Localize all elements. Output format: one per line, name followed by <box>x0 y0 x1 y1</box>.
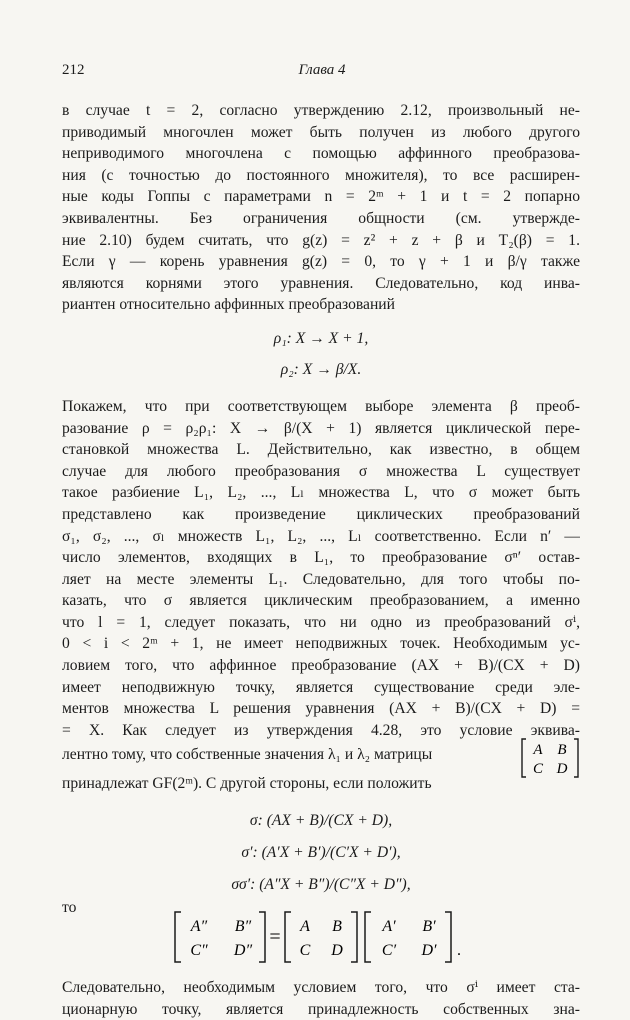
text-line: ные коды Гоппы с параметрами n = 2ᵐ + 1 и t = 2 попарно <box>62 188 580 206</box>
equation-rho2: ρ₂: X → β/X. <box>280 360 362 378</box>
equation-sigma: σ: (AX + B)/(CX + D), <box>249 812 393 830</box>
text-line <box>62 741 580 778</box>
text-line: ционарную точку, является принадлежность собственных зна- <box>62 1000 580 1018</box>
text-line: в случае t = 2, согласно утверждению 2.12, произвольный не- <box>62 102 580 119</box>
text-line: 0 < i < 2ᵐ + 1, не имеет неподвижных точек. Необходимым ус- <box>62 635 580 653</box>
matrix-entry: D″ <box>233 942 253 960</box>
matrix-entry: D <box>556 761 568 778</box>
text-line: Если γ — корень уравнения g(z) = 0, то γ + 1 и β/γ также <box>62 253 580 271</box>
to-label: то <box>62 899 77 917</box>
text-line: σ₁, σ₂, ..., σₗ множеств L₁, L₂, ..., Lₗ соответственно. Если n′ — <box>62 527 580 545</box>
matrix-entry: B″ <box>234 918 252 936</box>
matrix-entry: B <box>332 918 342 936</box>
paragraph-2 <box>62 396 580 795</box>
matrix-entry: B′ <box>422 918 436 936</box>
matrix-sentence: лентно тому, что собственные значения λ₁ и λ₂ матрицы <box>62 746 433 764</box>
page-number: 212 <box>62 62 85 78</box>
matrix-entry: C′ <box>381 942 397 960</box>
paragraph-3 <box>62 977 580 1020</box>
bracket-right <box>259 912 265 962</box>
matrix-entry: C <box>532 761 544 778</box>
text-line: приводимый многочлен может быть получен из любого другого <box>62 123 580 141</box>
text-line: ляет на месте элементы L₁. Следовательно, для того чтобы по- <box>62 570 580 588</box>
text-line: Покажем, что при соответствующем выборе элемента β преоб- <box>62 397 580 415</box>
equation-sigma-prime: σ′: (A′X + B′)/(C′X + D′), <box>241 844 401 862</box>
text-line: такое разбиение L₁, L₂, ..., Lₗ множества L, что σ может быть <box>62 484 580 502</box>
bracket-right <box>351 912 357 962</box>
text-line: неприводимого многочлена с помощью аффинного преобразова- <box>62 145 580 163</box>
bracket-left <box>175 912 181 962</box>
matrix-entry: A″ <box>190 918 208 936</box>
equals-sign: = <box>269 926 281 949</box>
text-line: = X. Как следует из утверждения 4.28, это условие эквива- <box>62 721 580 739</box>
text-line: Следовательно, необходимым условием того, что σⁱ имеет ста- <box>62 979 580 997</box>
text-line: ловием того, что аффинное преобразование (AX + B)/(CX + D) <box>62 657 580 675</box>
bracket-left <box>365 912 371 962</box>
text-line: случае для любого преобразования σ множества L существует <box>62 462 580 480</box>
text-line: разование ρ = ρ₂ρ₁: X → β/(X + 1) является циклической пере- <box>62 419 580 437</box>
text-line: принадлежат GF(2ᵐ). С другой стороны, если положить <box>62 775 432 793</box>
bracket-left <box>522 739 526 777</box>
matrix-entry: C <box>299 942 311 960</box>
equation-rho1: ρ₁: X → X + 1, <box>273 329 369 347</box>
matrix-equation <box>62 909 580 965</box>
text-line: казать, что σ является циклическим преобразованием, а именно <box>62 592 580 610</box>
matrix-entry: B <box>557 742 567 759</box>
inline-matrix <box>520 737 580 779</box>
paragraph-1 <box>62 100 580 316</box>
text-line: риантен относительно аффинных преобразований <box>62 296 395 314</box>
text-line: эквивалентны. Без ограничения общности (см. утвержде- <box>62 209 580 227</box>
text-line: становкой множества L. Действительно, как известно, в общем <box>62 441 580 459</box>
equation-sigma-sigma-prime: σσ′: (A″X + B″)/(C″X + D″), <box>231 876 411 894</box>
matrix-entry: D′ <box>421 942 437 960</box>
text-line: имеет неподвижную точку, является существование среди эле- <box>62 678 580 696</box>
matrix-product-svg <box>171 909 471 965</box>
chapter-title: Глава 4 <box>298 62 346 78</box>
bracket-right <box>445 912 451 962</box>
matrix-entry: A′ <box>382 918 396 936</box>
bracket-left <box>285 912 291 962</box>
matrix-entry: A <box>300 918 310 936</box>
text-line: ментов множества L решения уравнения (AX + B)/(CX + D) = <box>62 700 580 718</box>
matrix-entry: A <box>533 742 543 759</box>
text-line: ния (с точностью до постоянного множителя), то все расширен- <box>62 166 580 184</box>
page-body <box>62 100 580 1020</box>
bracket-right <box>574 739 578 777</box>
matrix-entry: C″ <box>190 942 208 960</box>
text-line: что l = 1, следует показать, что ни одно из преобразований σⁱ, <box>62 613 580 631</box>
matrix-entry: D <box>331 942 343 960</box>
period: . <box>457 942 461 960</box>
running-header <box>62 62 582 84</box>
text-line: число элементов, входящих в L₁, то преобразование σⁿ′ остав- <box>62 549 580 567</box>
text-line: ние 2.10) будем считать, что g(z) = z² + z + β и T₂(β) = 1. <box>62 231 580 249</box>
text-line: представлено как произведение циклических преобразований <box>62 505 580 523</box>
text-line: являются корнями этого уравнения. Следовательно, код инва- <box>62 274 580 292</box>
